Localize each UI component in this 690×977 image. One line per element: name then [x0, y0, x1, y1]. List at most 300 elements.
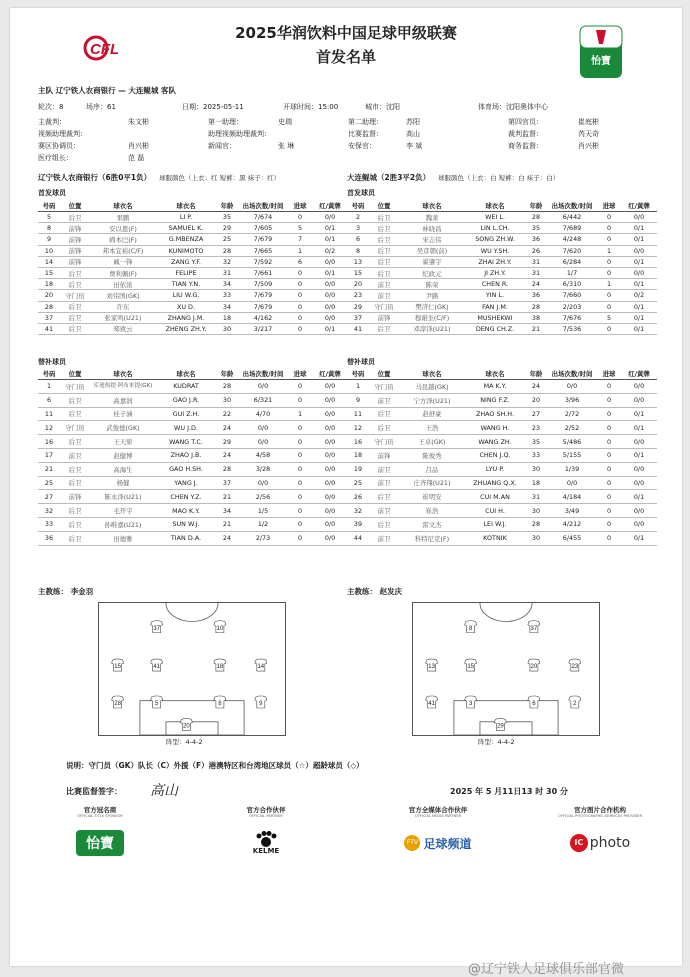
shirt-number: 8	[468, 625, 473, 632]
city: 城市：沈阳	[365, 103, 400, 111]
player-shirt	[465, 659, 477, 671]
column-header: 球衣名	[399, 368, 465, 380]
column-header: 球衣名	[399, 200, 465, 212]
table-cell: 24	[216, 421, 238, 435]
table-cell: TIAN D.A.	[156, 531, 216, 545]
column-header: 红/黄牌	[312, 200, 348, 212]
table-cell: 6/442	[547, 212, 597, 223]
table-cell: 7/674	[238, 212, 288, 223]
table-row	[38, 301, 348, 312]
table-cell: SUN W.J.	[156, 517, 216, 531]
table-row	[38, 279, 348, 290]
table-cell: 18	[38, 279, 60, 290]
column-header: 球衣名	[465, 368, 525, 380]
table-cell: KUDRAT	[156, 380, 216, 394]
table-cell: 0/1	[621, 490, 657, 504]
table-cell: 1/39	[547, 462, 597, 476]
table-cell: 0/0	[312, 290, 348, 301]
table-cell: 31	[525, 490, 547, 504]
table-cell: 后卫	[369, 267, 399, 278]
table-cell: 26	[347, 490, 369, 504]
table-cell: 守门员	[60, 380, 90, 394]
table-cell: 0	[597, 504, 621, 518]
table-cell: 0/1	[621, 421, 657, 435]
table-cell: 张家鸣(U21)	[90, 312, 156, 323]
table-cell: 崔浩	[399, 504, 465, 518]
column-header: 年龄	[525, 368, 547, 380]
player-shirt	[569, 659, 581, 671]
table-cell: 0/2	[312, 245, 348, 256]
table-row	[38, 245, 348, 256]
table-cell: 樊济仁(GK)	[399, 301, 465, 312]
table-cell: 0/0	[312, 448, 348, 462]
table-cell: 3/49	[547, 504, 597, 518]
table-cell: 桂子涵	[90, 407, 156, 421]
table-cell: 0/0	[621, 267, 657, 278]
column-header: 号码	[38, 200, 60, 212]
table-cell: 24	[525, 380, 547, 394]
table-cell: 0	[288, 380, 312, 394]
table-cell: ZHENG ZH.Y.	[156, 323, 216, 334]
table-cell: 安以恩(F)	[90, 223, 156, 234]
home-team-name: 辽宁铁人农商银行（6胜0平1负）	[38, 173, 152, 182]
shirt-number: 37	[530, 625, 538, 632]
match-no: 场序：61	[86, 103, 116, 111]
table-cell: 29	[347, 301, 369, 312]
table-header	[38, 368, 348, 380]
table-row	[347, 256, 657, 267]
table-cell: 15	[347, 267, 369, 278]
table-cell: 前卫	[369, 393, 399, 407]
table-cell: 费利佩(F)	[90, 267, 156, 278]
table-cell: WANG H.	[465, 421, 525, 435]
officials-row-4: 医疗组长： 范 磊	[38, 154, 145, 162]
pitch-lines	[99, 603, 285, 735]
table-cell: 1/2	[238, 517, 288, 531]
home-starters-table	[38, 200, 348, 335]
player-shirt	[426, 696, 438, 708]
table-cell: 27	[525, 407, 547, 421]
table-cell: WU J.D.	[156, 421, 216, 435]
table-row	[38, 323, 348, 334]
table-cell: 30	[216, 393, 238, 407]
table-cell: 陈荣	[399, 279, 465, 290]
shirt-number: 6	[532, 701, 536, 707]
player-shirt	[528, 696, 540, 708]
table-cell: 0/1	[621, 531, 657, 545]
shirt-number: 2	[573, 701, 577, 707]
table-cell: 0/0	[312, 504, 348, 518]
table-cell: 后卫	[60, 323, 90, 334]
home-formation: 阵型：4-4-2	[166, 738, 203, 746]
ic-photo-icon: IC	[570, 834, 588, 852]
table-cell: 0/0	[621, 245, 657, 256]
yibao-sponsor-logo: 怡寶	[76, 830, 124, 856]
column-header: 球衣名	[156, 200, 216, 212]
table-cell: 0	[597, 267, 621, 278]
table-cell: 纪政元	[399, 267, 465, 278]
table-cell: 前卫	[369, 290, 399, 301]
column-header: 球衣名	[465, 200, 525, 212]
table-cell: 后卫	[369, 234, 399, 245]
table-cell: 庄齐翔(U21)	[399, 476, 465, 490]
table-cell: 24	[216, 448, 238, 462]
column-header: 进球	[597, 200, 621, 212]
table-cell: 7/605	[238, 223, 288, 234]
player-shirt	[151, 659, 163, 671]
table-cell: 0	[597, 490, 621, 504]
table-cell: 田依浓	[90, 279, 156, 290]
table-cell: 0	[288, 290, 312, 301]
table-cell: 0	[288, 448, 312, 462]
table-cell: GUI Z.H.	[156, 407, 216, 421]
shirt-number: 10	[216, 625, 224, 632]
table-cell: 0	[597, 256, 621, 267]
table-cell: 14	[38, 256, 60, 267]
table-cell: 17	[38, 448, 60, 462]
table-cell: 0/0	[312, 435, 348, 449]
column-header: 出场次数/时间	[547, 368, 597, 380]
table-cell: 后卫	[60, 267, 90, 278]
table-cell: 7/660	[547, 290, 597, 301]
table-row	[347, 476, 657, 490]
column-header: 进球	[288, 368, 312, 380]
table-cell: 后卫	[369, 490, 399, 504]
table-cell: 0/0	[238, 380, 288, 394]
table-cell: 18	[525, 476, 547, 490]
table-cell: ZHAI ZH.Y.	[465, 256, 525, 267]
table-cell: 0/0	[312, 421, 348, 435]
table-cell: 2/203	[547, 301, 597, 312]
table-cell: 后卫	[60, 476, 90, 490]
table-cell: 0/0	[621, 476, 657, 490]
table-cell: NING F.Z.	[465, 393, 525, 407]
table-cell: LYU P.	[465, 462, 525, 476]
center-circle-arc	[166, 603, 218, 621]
table-cell: 前卫	[369, 476, 399, 490]
table-cell: 7/536	[547, 323, 597, 334]
table-cell: 4/70	[238, 407, 288, 421]
table-cell: 33	[38, 517, 60, 531]
column-header: 红/黄牌	[621, 200, 657, 212]
table-row	[347, 421, 657, 435]
center-circle-arc	[480, 603, 532, 621]
ic-photo-text: photo	[589, 835, 631, 851]
shirt-number: 29	[497, 723, 504, 730]
table-cell: CUI M.AN	[465, 490, 525, 504]
table-cell: 后卫	[60, 301, 90, 312]
table-cell: 后卫	[369, 256, 399, 267]
table-cell: 36	[525, 234, 547, 245]
table-cell: 30	[525, 531, 547, 545]
legend-note: 说明：守门员（GK）队长（C）外援（F）港澳特区和台湾地区球员（☆）超龄球员（◇）	[66, 761, 364, 770]
table-cell: 0/0	[621, 393, 657, 407]
table-cell: 0/1	[621, 448, 657, 462]
column-header: 位置	[60, 368, 90, 380]
table-cell: 0/2	[621, 290, 657, 301]
table-row	[38, 234, 348, 245]
table-cell: 30	[216, 323, 238, 334]
table-cell: 20	[525, 393, 547, 407]
table-cell: 0/1	[312, 234, 348, 245]
table-cell: 前锋	[369, 312, 399, 323]
table-cell: 后卫	[60, 407, 90, 421]
table-cell: GAO H.SH.	[156, 462, 216, 476]
table-cell: 4/212	[547, 517, 597, 531]
table-cell: 21	[38, 462, 60, 476]
shirt-number: 20	[183, 723, 190, 730]
home-formation-pitch	[98, 602, 286, 736]
table-cell: 科特尼克(F)	[399, 531, 465, 545]
yibao-logo-text: 怡寶	[591, 56, 611, 67]
table-cell: LIU W.G.	[156, 290, 216, 301]
table-cell: 13	[347, 256, 369, 267]
table-cell: YANG J.	[156, 476, 216, 490]
table-cell: 7/689	[547, 223, 597, 234]
player-shirt	[214, 696, 226, 708]
table-cell: 0/0	[312, 380, 348, 394]
table-cell: 王卓(GK)	[399, 435, 465, 449]
table-row	[38, 380, 348, 394]
table-header	[347, 200, 657, 212]
table-cell: 0	[288, 267, 312, 278]
table-cell: WU Y.SH.	[465, 245, 525, 256]
table-cell: 0/0	[621, 462, 657, 476]
table-cell: 24	[525, 279, 547, 290]
officials-row-1: 主裁判： 朱文彬 第一助理： 史瑞 第二助理： 苏阳 第四官员： 崔庭彬	[38, 118, 599, 126]
ftv-logo-text: 足球频道	[423, 836, 472, 851]
table-cell: 0/0	[312, 393, 348, 407]
player-shirt	[528, 621, 540, 633]
table-cell: 0	[288, 490, 312, 504]
table-cell: FELIPE	[156, 267, 216, 278]
table-cell: 0	[597, 393, 621, 407]
table-cell: 9	[347, 393, 369, 407]
table-cell: ZHAO SH.H.	[465, 407, 525, 421]
table-row	[347, 407, 657, 421]
match-info-row	[38, 102, 658, 112]
away-formation-pitch	[412, 602, 600, 736]
table-cell: LIN L.CH.	[465, 223, 525, 234]
table-cell: 28	[216, 380, 238, 394]
shirt-number: 14	[257, 664, 265, 671]
away-team-name: 大连鲲城（2胜3平2负）	[347, 173, 431, 182]
table-cell: 5/155	[547, 448, 597, 462]
shirt-number: 20	[530, 664, 538, 671]
table-row	[347, 504, 657, 518]
away-coach: 主教练： 赵发庆	[347, 587, 403, 596]
table-cell: 0/1	[312, 323, 348, 334]
table-cell: 前卫	[60, 448, 90, 462]
table-row	[347, 290, 657, 301]
table-cell: 28	[525, 301, 547, 312]
table-cell: JI ZH.Y.	[465, 267, 525, 278]
table-row	[347, 531, 657, 545]
column-header: 号码	[347, 200, 369, 212]
table-cell: 守门员	[369, 301, 399, 312]
table-cell: 后卫	[369, 517, 399, 531]
table-cell: 姆本巴(F)	[90, 234, 156, 245]
table-cell: SONG ZH.W.	[465, 234, 525, 245]
table-cell: 前锋	[60, 245, 90, 256]
table-cell: 陈永泽(U21)	[90, 490, 156, 504]
column-header: 年龄	[216, 368, 238, 380]
officials-row-2: 视频助理裁判： 助理视频助理裁判： 比赛监督： 高山 裁判监督： 芮天奇	[38, 130, 599, 138]
table-cell: 23	[525, 421, 547, 435]
table-cell: 6	[288, 256, 312, 267]
table-cell: 41	[347, 323, 369, 334]
table-row	[38, 267, 348, 278]
table-cell: ZANG Y.F.	[156, 256, 216, 267]
player-shirt	[494, 718, 506, 730]
table-cell: 30	[525, 504, 547, 518]
table-cell: 0	[597, 531, 621, 545]
table-cell: 许东	[90, 301, 156, 312]
table-cell: 后卫	[60, 393, 90, 407]
table-cell: 37	[347, 312, 369, 323]
column-header: 球衣名	[90, 368, 156, 380]
away-subs-table	[347, 368, 657, 546]
table-cell: 守门员	[60, 290, 90, 301]
table-cell: 39	[347, 517, 369, 531]
away-starters-label: 首发球员	[347, 189, 375, 197]
shirt-number: 3	[468, 701, 473, 707]
table-row	[347, 234, 657, 245]
table-row	[347, 323, 657, 334]
table-cell: 4/184	[547, 490, 597, 504]
table-row	[38, 476, 348, 490]
table-cell: 1	[288, 407, 312, 421]
column-header: 出场次数/时间	[547, 200, 597, 212]
table-row	[38, 421, 348, 435]
table-row	[347, 490, 657, 504]
table-row	[347, 380, 657, 394]
table-cell: 前卫	[369, 462, 399, 476]
table-cell: 36	[525, 290, 547, 301]
table-cell: 36	[38, 531, 60, 545]
table-cell: 2/52	[547, 421, 597, 435]
table-cell: 0/0	[238, 435, 288, 449]
table-cell: 0/1	[621, 234, 657, 245]
table-cell: 后卫	[369, 407, 399, 421]
table-cell: 27	[38, 490, 60, 504]
table-cell: 24	[216, 531, 238, 545]
table-cell: 6/455	[547, 531, 597, 545]
table-cell: 41	[38, 323, 60, 334]
table-row	[38, 448, 348, 462]
away-subs-label: 替补球员	[347, 358, 375, 366]
table-cell: CHEN R.	[465, 279, 525, 290]
player-shirt	[255, 696, 267, 708]
table-cell: 18	[347, 448, 369, 462]
table-cell: MA K.Y.	[465, 380, 525, 394]
table-cell: 宁方泽(U21)	[399, 393, 465, 407]
signature-label: 比赛监督签字：	[66, 787, 122, 796]
table-cell: 16	[347, 435, 369, 449]
table-cell: 20	[38, 290, 60, 301]
table-cell: ZHAO J.B.	[156, 448, 216, 462]
table-cell: 后卫	[369, 245, 399, 256]
table-cell: 2/56	[238, 490, 288, 504]
table-cell: 3/28	[238, 462, 288, 476]
table-cell: 后卫	[60, 462, 90, 476]
table-cell: 0/0	[312, 517, 348, 531]
table-cell: 35	[525, 223, 547, 234]
table-cell: 0	[288, 323, 312, 334]
table-row	[347, 267, 657, 278]
table-cell: 6/284	[547, 256, 597, 267]
table-cell: 21	[216, 490, 238, 504]
table-cell: 0/0	[312, 476, 348, 490]
away-team-header	[347, 172, 559, 183]
table-cell: 7/665	[238, 245, 288, 256]
table-cell: 马昆越(GK)	[399, 380, 465, 394]
table-cell: 6	[347, 234, 369, 245]
table-cell: 5/486	[547, 435, 597, 449]
table-cell: WEI L.	[465, 212, 525, 223]
table-cell: SAMUEL K.	[156, 223, 216, 234]
table-cell: 7/592	[238, 256, 288, 267]
ftv-icon: FTV	[404, 835, 420, 851]
table-cell: WANG T.C.	[156, 435, 216, 449]
table-cell: YIN L.	[465, 290, 525, 301]
table-cell: 0	[288, 435, 312, 449]
table-cell: 1	[347, 380, 369, 394]
column-header: 进球	[288, 200, 312, 212]
table-cell: 后卫	[60, 435, 90, 449]
table-cell: 后卫	[60, 312, 90, 323]
supervisor-signature: 高山	[150, 783, 178, 799]
table-row	[347, 223, 657, 234]
table-cell: 0	[597, 435, 621, 449]
table-cell: 后卫	[60, 212, 90, 223]
table-cell: CHEN J.Q.	[465, 448, 525, 462]
table-cell: 25	[216, 234, 238, 245]
table-cell: 3	[347, 223, 369, 234]
player-shirt	[465, 696, 477, 708]
table-cell: 0	[288, 476, 312, 490]
column-header: 号码	[38, 368, 60, 380]
sponsor-media: 官方全媒体合作伙伴 OFFICIAL MEDIA PARTNER FTV 足球频道	[358, 805, 518, 858]
table-cell: 7	[288, 234, 312, 245]
table-cell: 28	[525, 212, 547, 223]
table-cell: 0/1	[621, 223, 657, 234]
table-cell: 杨健	[90, 476, 156, 490]
table-cell: 0	[597, 517, 621, 531]
goal-box	[480, 722, 532, 735]
table-cell: 0	[597, 323, 621, 334]
table-cell: 0	[597, 301, 621, 312]
table-row	[38, 531, 348, 545]
table-cell: 0/0	[621, 212, 657, 223]
shirt-number: 15	[114, 664, 121, 671]
sponsor-photo: 官方图片合作机构 OFFICIAL PHOTOGRAPHIC SERVICES PROVIDER IC photo	[557, 806, 643, 851]
table-cell: 0/0	[621, 504, 657, 518]
table-cell: 37	[38, 312, 60, 323]
table-cell: 孙唯嘉(U21)	[90, 517, 156, 531]
table-cell: 0	[288, 421, 312, 435]
table-cell: WANG ZH.	[465, 435, 525, 449]
table-cell: 0/0	[312, 301, 348, 312]
table-cell: 王浩	[399, 421, 465, 435]
table-cell: 守门员	[369, 380, 399, 394]
table-cell: 32	[347, 504, 369, 518]
table-cell: 前卫	[369, 504, 399, 518]
table-cell: 0/1	[312, 223, 348, 234]
table-cell: 4/248	[547, 234, 597, 245]
table-row	[38, 504, 348, 518]
table-cell: 7/661	[238, 267, 288, 278]
